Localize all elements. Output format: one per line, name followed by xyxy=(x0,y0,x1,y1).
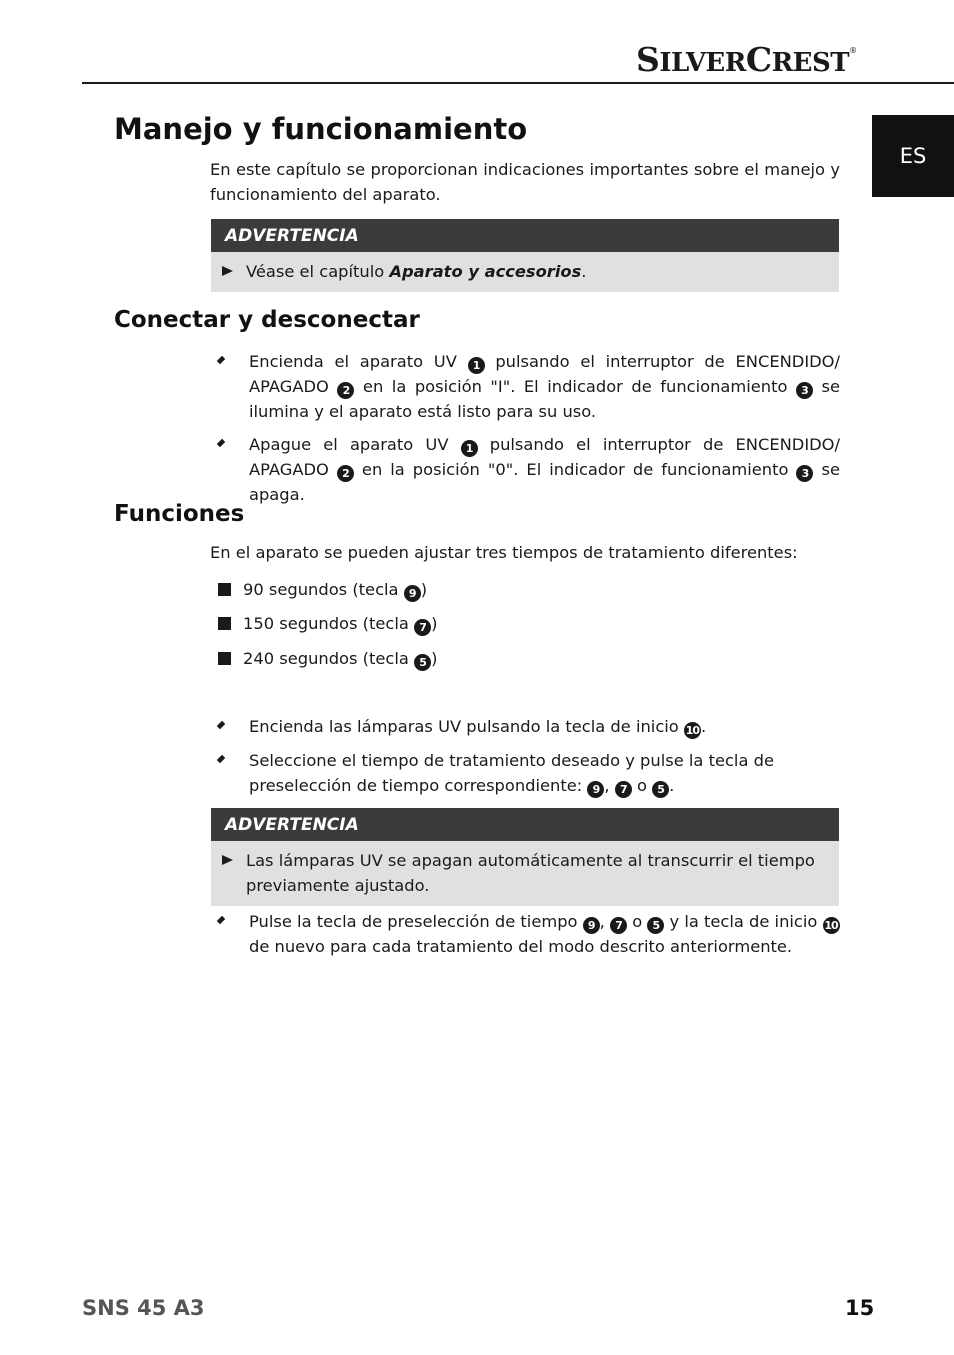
list-item: Encienda el aparato UV 1 pulsando el interruptor de ENCENDIDO/ APAGADO 2 en la posición "I". El indicador de funcionamiento 3 se ilumina y el aparato está listo para su uso. xyxy=(218,349,840,424)
warning-body: Véase el capítulo Aparato y accesorios. xyxy=(211,252,839,292)
reference-number: 2 xyxy=(337,382,354,399)
list-item: Pulse la tecla de preselección de tiempo 9 , 7 o 5 y la tecla de inicio 10 de nuevo para cada tratamiento del modo descrito anteriormente. xyxy=(218,909,840,959)
diamond-bullet-icon xyxy=(217,755,225,763)
pointer-arrow-icon xyxy=(222,266,233,276)
reference-number: 5 xyxy=(647,917,664,934)
square-bullet-icon xyxy=(218,583,231,596)
reference-number: 2 xyxy=(337,465,354,482)
model-number: SNS 45 A3 xyxy=(82,1296,205,1320)
reference-number: 5 xyxy=(652,781,669,798)
reference-number: 9 xyxy=(404,585,421,602)
reference-number: 3 xyxy=(796,382,813,399)
reference-number: 9 xyxy=(587,781,604,798)
square-bullet-icon xyxy=(218,617,231,630)
section-heading-functions: Funciones xyxy=(114,501,245,527)
warning-label: ADVERTENCIA xyxy=(211,808,839,841)
reference-number: 7 xyxy=(610,917,627,934)
list-item: 90 segundos (tecla 9 ) xyxy=(218,577,427,602)
warning-box xyxy=(211,219,839,292)
warning-body: Las lámparas UV se apagan automáticamente al transcurrir el tiempo previamente ajustado. xyxy=(211,841,839,906)
diamond-bullet-icon xyxy=(217,916,225,924)
reference-number: 9 xyxy=(583,917,600,934)
reference-number: 7 xyxy=(615,781,632,798)
list-item: 240 segundos (tecla 5 ) xyxy=(218,646,437,671)
list-item: Encienda las lámparas UV pulsando la tecla de inicio 10 . xyxy=(218,714,840,739)
pointer-arrow-icon xyxy=(222,855,233,865)
section-heading-connect: Conectar y desconectar xyxy=(114,307,420,333)
diamond-bullet-icon xyxy=(217,356,225,364)
reference-number: 10 xyxy=(824,919,838,932)
brand-logo: SILVERCREST® xyxy=(636,40,857,79)
warning-box xyxy=(211,808,839,906)
reference-number: 3 xyxy=(796,465,813,482)
language-tab: ES xyxy=(872,115,954,197)
chapter-reference: Aparato y accesorios xyxy=(389,262,582,281)
diamond-bullet-icon xyxy=(217,439,225,447)
reference-number: 10 xyxy=(685,724,700,737)
square-bullet-icon xyxy=(218,652,231,665)
intro-paragraph: En este capítulo se proporcionan indicaciones importantes sobre el manejo y funcionamiento del aparato. xyxy=(210,160,840,204)
diamond-bullet-icon xyxy=(217,721,225,729)
reference-number: 1 xyxy=(461,440,478,457)
list-item: 150 segundos (tecla 7 ) xyxy=(218,611,437,636)
warning-label: ADVERTENCIA xyxy=(211,219,839,252)
page-title: Manejo y funcionamiento xyxy=(114,112,528,146)
functions-intro: En el aparato se pueden ajustar tres tiempos de tratamiento diferentes: xyxy=(210,543,798,562)
reference-number: 1 xyxy=(468,357,485,374)
page-number: 15 xyxy=(845,1296,875,1320)
list-item: Seleccione el tiempo de tratamiento deseado y pulse la tecla de preselección de tiempo correspondiente: 9 , 7 o 5 . xyxy=(218,748,840,798)
reference-number: 7 xyxy=(414,619,431,636)
list-item: Apague el aparato UV 1 pulsando el interruptor de ENCENDIDO/ APAGADO 2 en la posición "0". El indicador de funcionamiento 3 se apaga. xyxy=(218,432,840,507)
reference-number: 5 xyxy=(414,654,431,671)
header-divider xyxy=(82,82,954,84)
